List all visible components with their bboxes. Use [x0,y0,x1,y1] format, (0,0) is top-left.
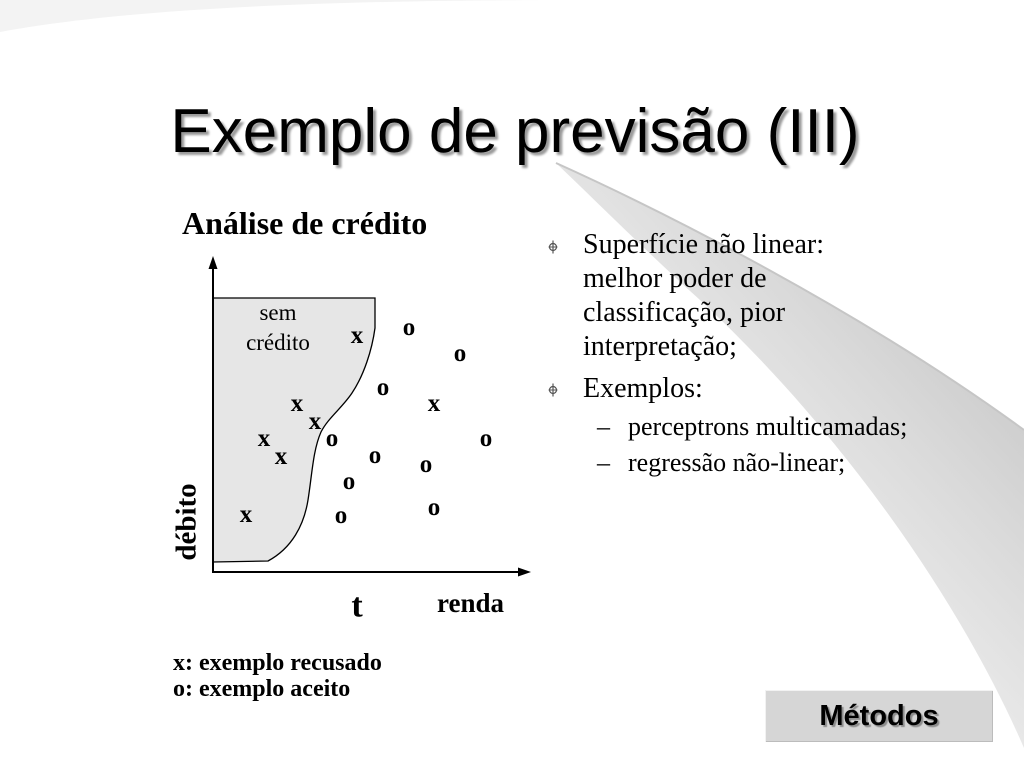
section-label: Métodos [819,700,939,732]
bullet-line: Superfície não linear: [583,229,825,260]
accepted-example-mark: o [368,441,382,469]
bullet-paragraph [583,228,824,364]
y-axis-arrowhead [209,256,218,269]
accepted-example-mark: o [342,467,356,495]
diagram-heading: Análise de crédito [182,205,428,241]
rejected-example-mark: x [239,500,253,528]
sub-bullet-item: regressão não-linear; [628,448,846,477]
accepted-example-mark: o [419,450,433,478]
sub-bullet-dash: – [597,448,610,477]
no-credit-region-label [238,298,318,358]
region-label-line: crédito [246,330,310,355]
bullet-line: classificação, pior [583,297,786,328]
region-label-line: sem [259,300,297,325]
methods-section-box [765,690,993,742]
accepted-example-mark: o [376,373,390,401]
legend-item-rejected: x: exemplo recusado [173,650,382,676]
legend-item-accepted: o: exemplo aceito [173,676,351,702]
rejected-example-mark: x [290,389,304,417]
y-axis-label: débito [170,483,203,561]
accepted-example-mark: o [453,339,467,367]
crosshair-bullet-icon [546,383,560,397]
crosshair-bullet-icon [546,240,560,254]
bullet-line: interpretação; [583,331,737,362]
diagram-legend [173,650,382,702]
sub-bullet-item: perceptrons multicamadas; [628,412,908,441]
bullet-line: Exemplos: [583,373,703,404]
bullet-paragraph [583,372,703,406]
rejected-example-mark: x [427,389,441,417]
rejected-example-mark: x [308,407,322,435]
slide-title: Exemplo de previsão (III) [170,97,860,166]
accepted-example-mark: o [325,424,339,452]
accepted-example-mark: o [427,493,441,521]
rejected-example-mark: x [274,442,288,470]
sub-bullet-dash: – [597,412,610,441]
x-axis-label: renda [437,588,505,618]
x-axis-arrowhead [518,568,531,577]
rejected-example-mark: x [350,321,364,349]
accepted-example-mark: o [479,424,493,452]
accepted-example-mark: o [402,313,416,341]
threshold-label: t [351,587,363,625]
accepted-example-mark: o [334,501,348,529]
bullet-line: melhor poder de [583,263,767,294]
rejected-example-mark: x [257,424,271,452]
